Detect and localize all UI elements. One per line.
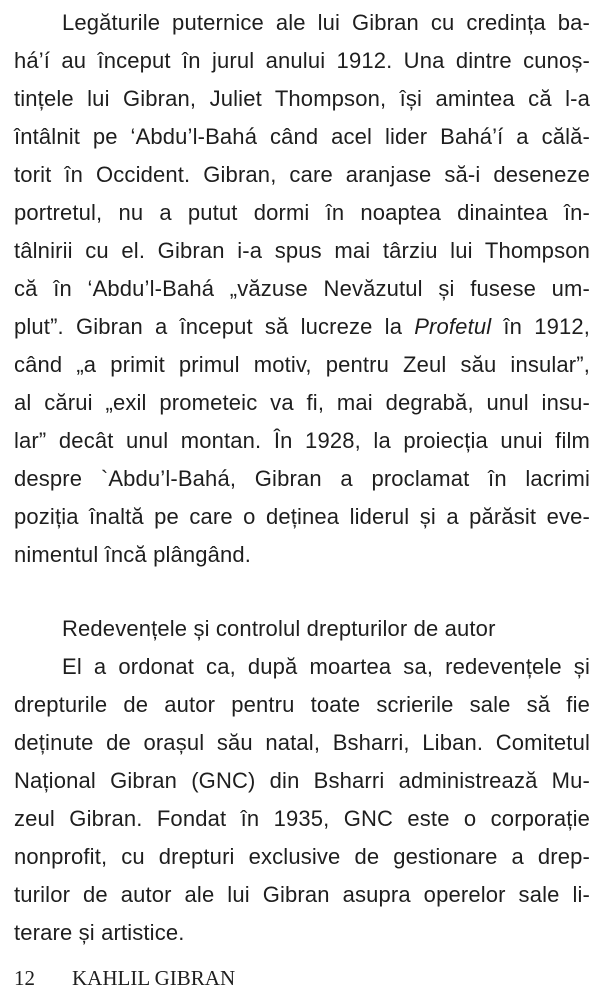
book-title-italic: Profetul <box>414 314 492 339</box>
page-number: 12 <box>14 966 35 990</box>
text-line: tâlnirii cu el. Gibran i-a spus mai târziu lui Thompson <box>14 238 590 263</box>
running-title: KAHLIL GIBRAN <box>72 966 236 990</box>
text-line: lar” decât unul montan. În 1928, la proiecția unui film <box>14 428 590 453</box>
text-line: când „a primit primul motiv, pentru Zeul său insular”, <box>14 352 590 377</box>
section-heading: Redevențele și controlul drepturilor de autor <box>62 616 496 641</box>
text-line: torit în Occident. Gibran, care aranjase să-i deseneze <box>14 162 590 187</box>
text-segment: în 1912, <box>491 314 590 339</box>
text-line: há’í au început în jurul anului 1912. Una dintre cunoș- <box>14 48 590 73</box>
text-line: nimentul încă plângând. <box>14 542 252 567</box>
text-line: turilor de autor ale lui Gibran asupra operelor sale li- <box>14 882 590 907</box>
text-line: tințele lui Gibran, Juliet Thompson, își amintea că l-a <box>14 86 590 111</box>
text-line: Legăturile puternice ale lui Gibran cu credința ba- <box>62 10 590 35</box>
text-line: al cărui „exil prometeic va fi, mai degrabă, unul insu- <box>14 390 590 415</box>
text-line: despre `Abdu’l-Bahá, Gibran a proclamat în lacrimi <box>14 466 590 491</box>
text-line: portretul, nu a putut dormi în noaptea dinaintea în- <box>14 200 590 225</box>
text-line: poziția înaltă pe care o deținea liderul și a părăsit eve- <box>14 504 590 529</box>
text-line: drepturile de autor pentru toate scrierile sale să fie <box>14 692 590 717</box>
text-line: nonprofit, cu drepturi exclusive de gestionare a drep- <box>14 844 590 869</box>
text-segment: plut”. Gibran a început să lucreze la <box>14 314 415 339</box>
text-line: zeul Gibran. Fondat în 1935, GNC este o corporație <box>14 806 590 831</box>
text-line: deținute de orașul său natal, Bsharri, Liban. Comitetul <box>14 730 590 755</box>
text-line <box>14 308 590 346</box>
text-line: întâlnit pe ‘Abdu’l-Bahá când acel lider Bahá’í a călă- <box>14 124 590 149</box>
text-line: terare și artistice. <box>14 920 185 945</box>
text-line: că în ‘Abdu’l-Bahá „văzuse Nevăzutul și fusese um- <box>14 276 590 301</box>
text-line: El a ordonat ca, după moartea sa, redevențele și <box>62 654 590 679</box>
page-footer <box>14 963 235 993</box>
text-line: Național Gibran (GNC) din Bsharri administrează Mu- <box>14 768 590 793</box>
